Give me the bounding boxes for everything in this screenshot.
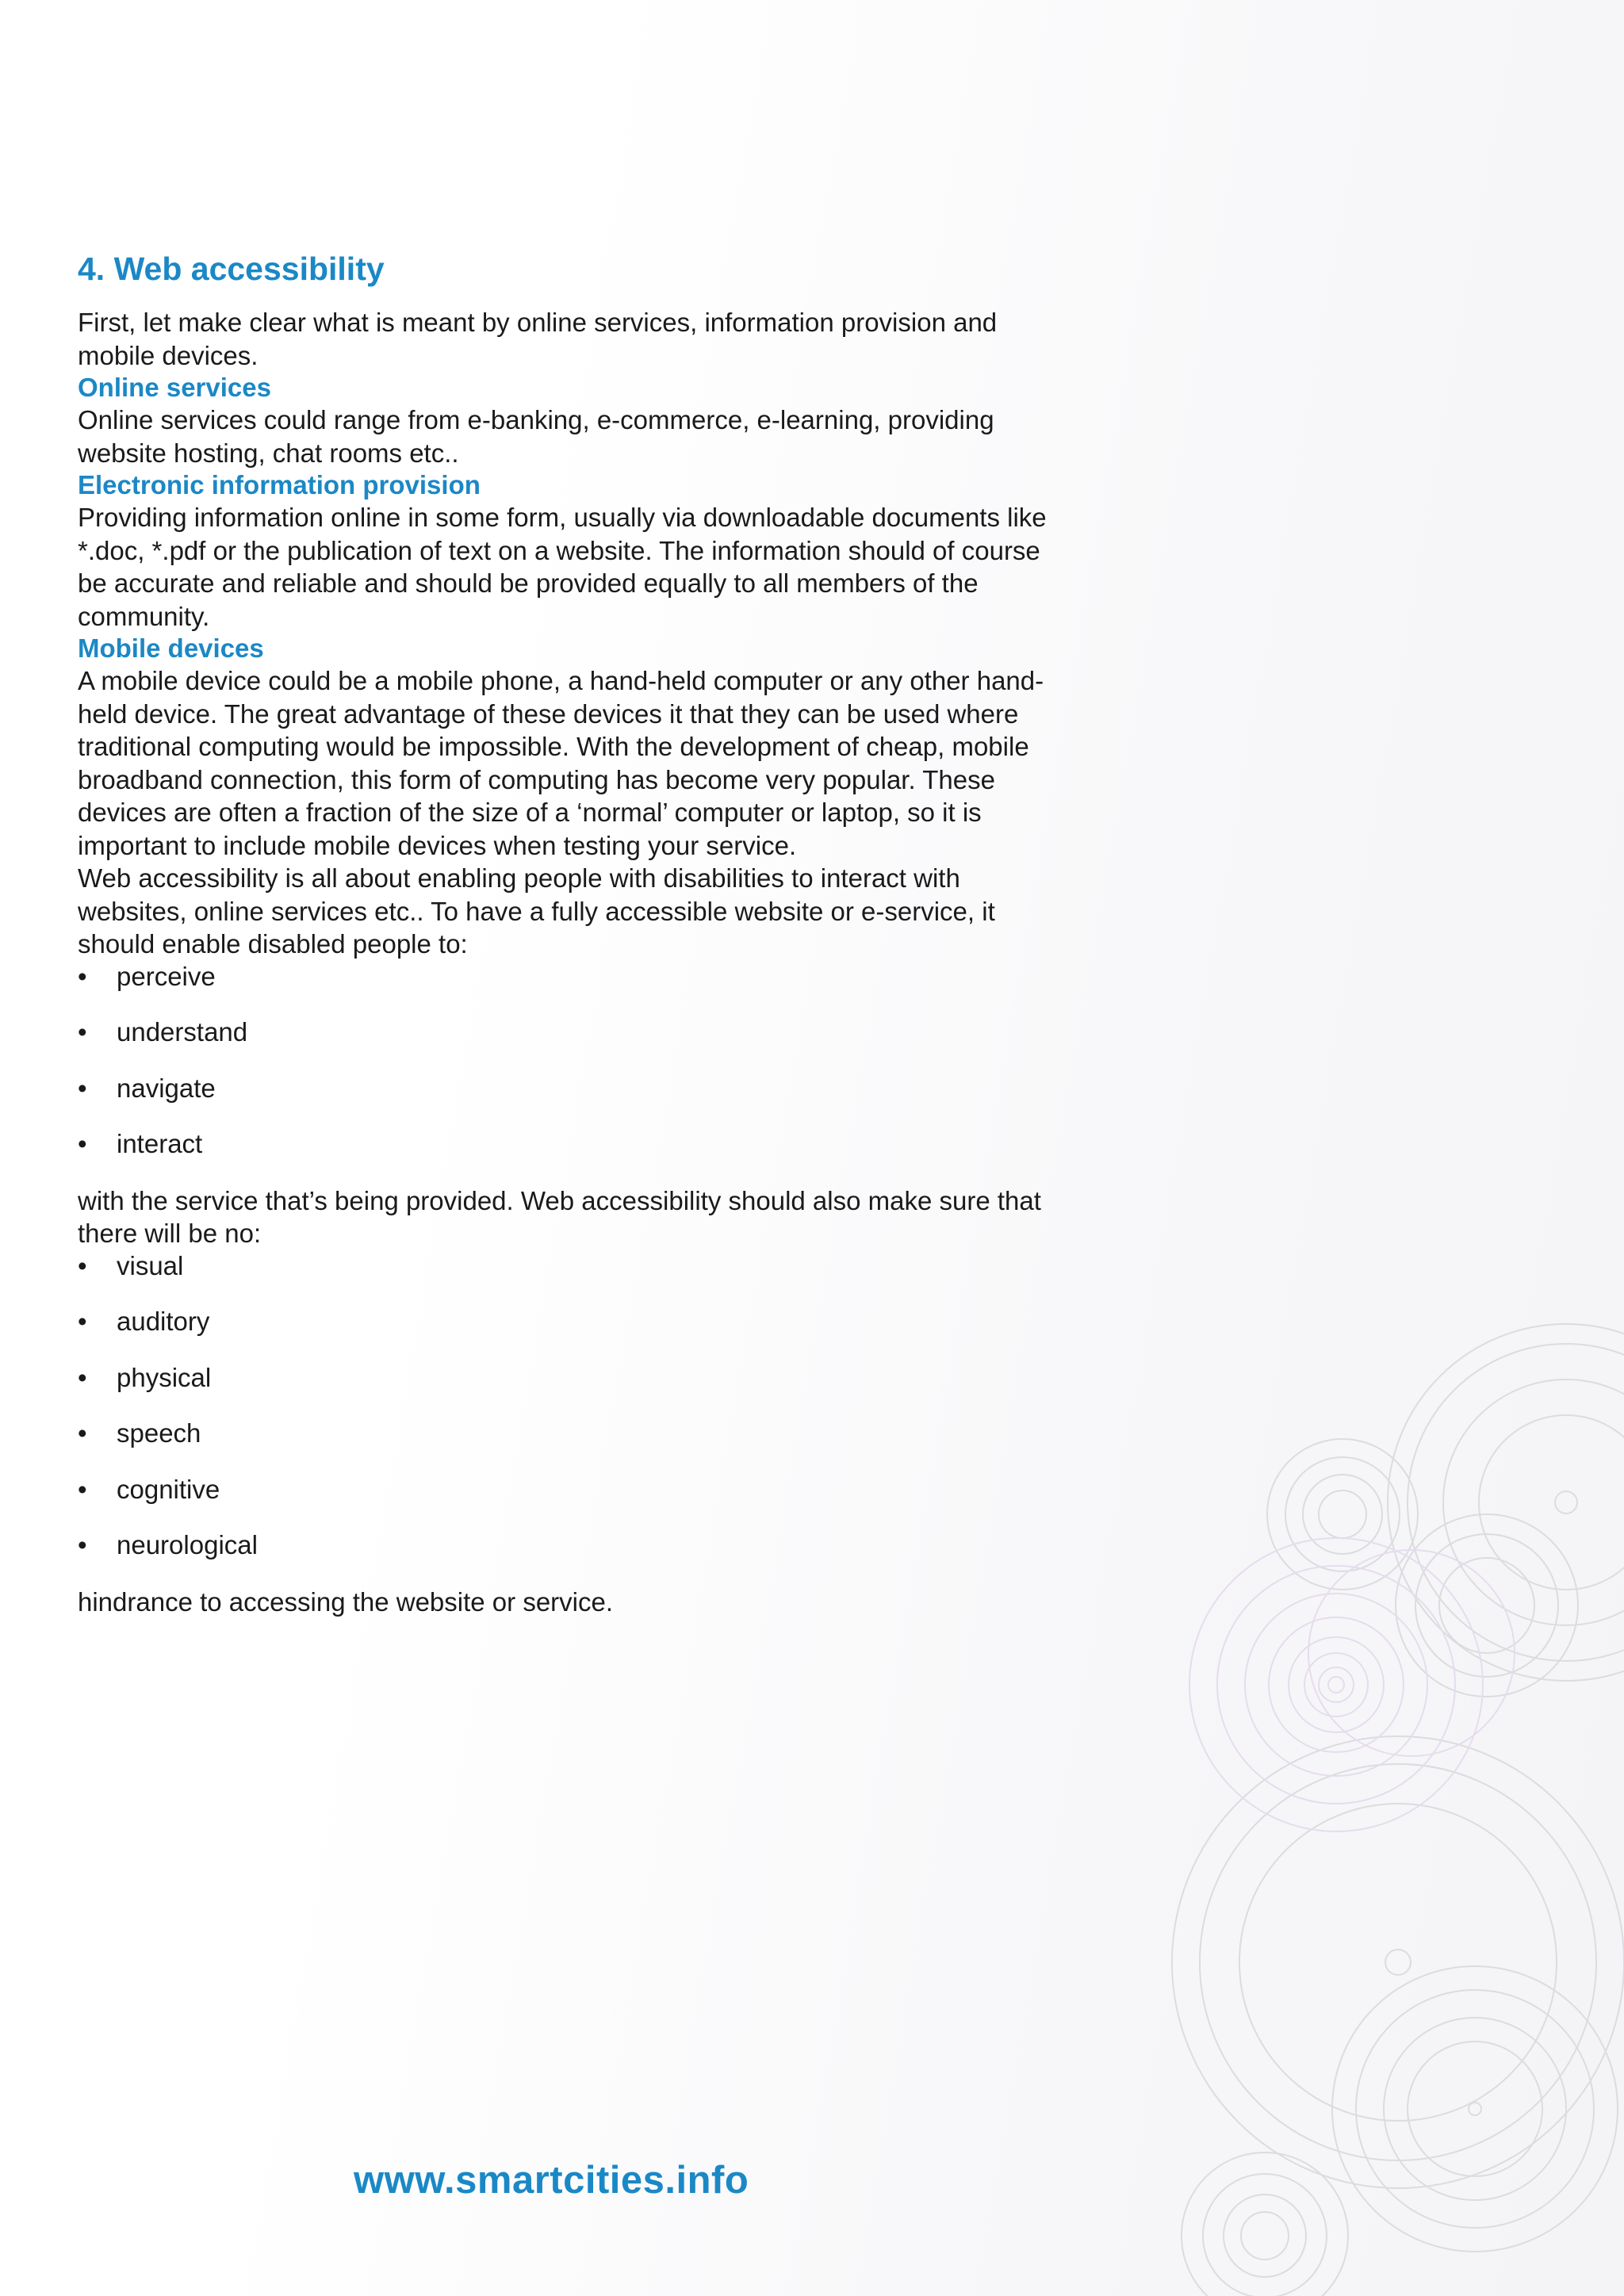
accessibility-paragraph: Web accessibility is all about enabling people with disabilities to interact with websites, online services etc.. To have a fully accessible website or e-service, it should enable disabled people to: (78, 863, 995, 959)
section-heading-online-services: Online services (78, 373, 271, 402)
list-item: • perceive (78, 961, 1069, 993)
footer-website-link[interactable]: www.smartcities.info (354, 2159, 749, 2202)
closing-paragraph: hindrance to accessing the website or service. (78, 1586, 614, 1617)
after-enable-paragraph: with the service that’s being provided. Web accessibility should also make sure that there will be no: (78, 1185, 1041, 1248)
list-item: • understand (78, 1016, 1069, 1048)
section-text-online-services: Online services could range from e-banking, e-commerce, e-learning, providing website hosting, chat rooms etc.. (78, 405, 994, 468)
list-item: • interact (78, 1128, 1069, 1160)
section-text-information-provision: Providing information online in some form, usually via downloadable documents like *.doc, *.pdf or the publication of text on a website. The information should of course be accurate and reliable and should be provided equally to all members of the community. (78, 503, 1047, 631)
intro-paragraph: First, let make clear what is meant by online services, information provision and mobile devices. (78, 308, 998, 370)
list-item: • cognitive (78, 1474, 1069, 1506)
list-item: • speech (78, 1418, 1069, 1449)
section-heading-mobile-devices: Mobile devices (78, 633, 264, 663)
list-item: • neurological (78, 1529, 1069, 1561)
hindrance-list (78, 1250, 1069, 1562)
list-item: • visual (78, 1250, 1069, 1282)
list-item: • auditory (78, 1306, 1069, 1337)
page-title: 4. Web accessibility (78, 251, 385, 287)
list-item: • physical (78, 1362, 1069, 1394)
list-item: • navigate (78, 1073, 1069, 1104)
enable-list (78, 961, 1069, 1161)
section-text-mobile-devices: A mobile device could be a mobile phone, a hand-held computer or any other hand-held device. The great advantage of these devices it that they can be used where traditional computing would be impossible. With the development of cheap, mobile broadband connection, this form of computing has become very popular. These devices are often a fraction of the size of a ‘normal’ computer or laptop, so it is important to include mobile devices when testing your service. (78, 666, 1044, 860)
section-heading-information-provision: Electronic information provision (78, 470, 481, 499)
article-content (78, 249, 1069, 1618)
